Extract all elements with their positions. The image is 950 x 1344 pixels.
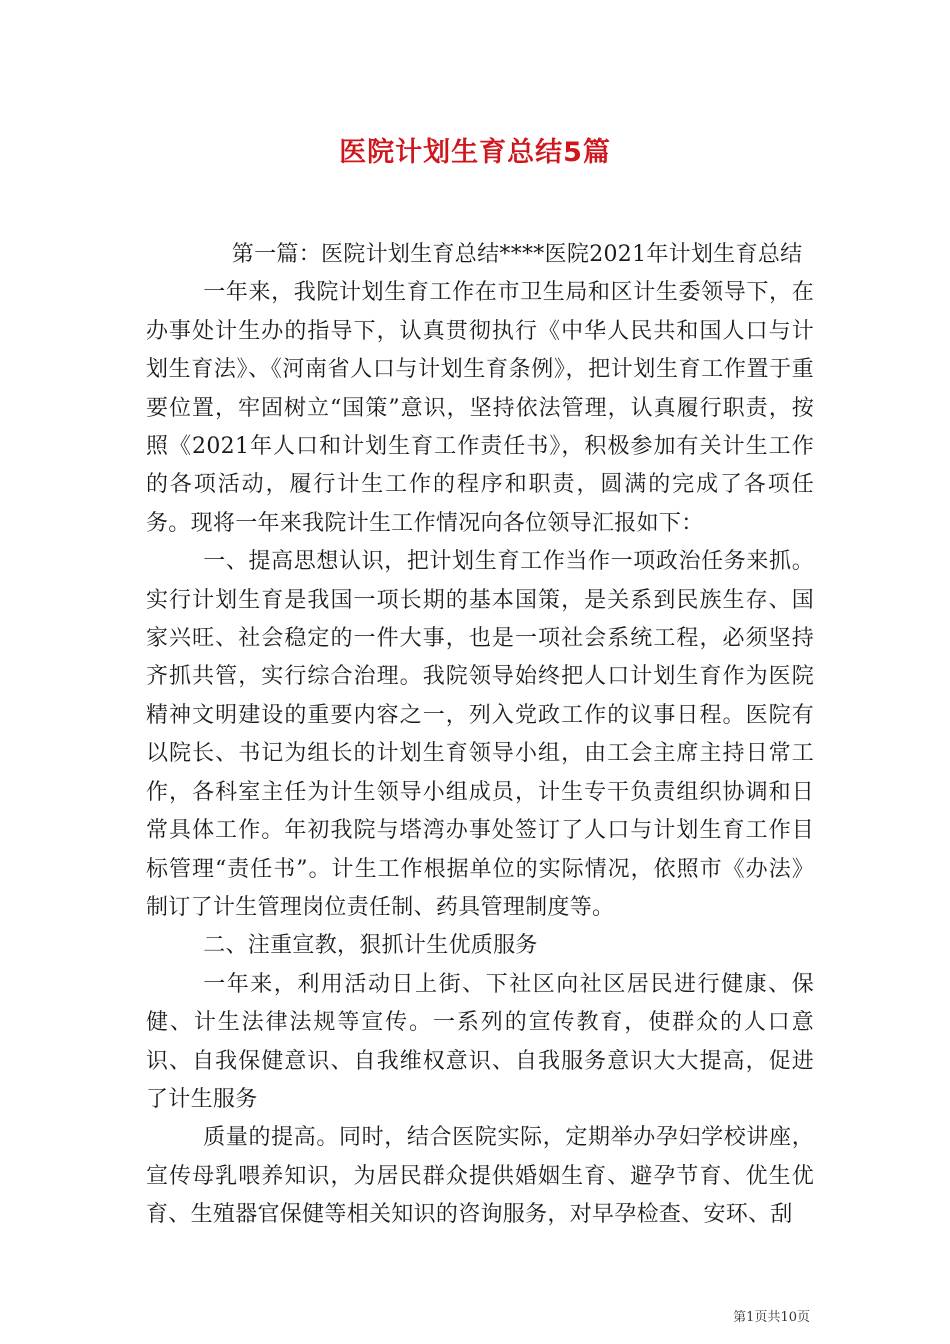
paragraph: 质量的提高。同时，结合医院实际，定期举办孕妇学校讲座，宣传母乳喂养知识，为居民群众提供婚姻生育、避孕节育、优生优育、生殖器官保健等相关知识的咨询服务，对早孕检查、安环、刮 (146, 1125, 814, 1228)
section-heading: 二、注重宣教，狠抓计生优质服务 (203, 933, 538, 959)
document-title: 医院计划生育总结5篇 (339, 137, 611, 168)
paragraph: 一、提高思想认识，把计划生育工作当作一项政治任务来抓。实行计划生育是我国一项长期的基本国策，是关系到民族生存、国家兴旺、社会稳定的一件大事，也是一项社会系统工程，必须坚持齐抓共管，实行综合治理。我院领导始终把人口计划生育作为医院精神文明建设的重要内容之一，列入党政工作的议事日程。医院有以院长、书记为组长的计划生育领导小组，由工会主席主持日常工作，各科室主任为计生领导小组成员，计生专干负责组织协调和日常具体工作。年初我院与塔湾办事处签订了人口与计划生育工作目标管理“责任书”。计生工作根据单位的实际情况，依照市《办法》制订了计生管理岗位责任制、药具管理制度等。 (146, 549, 814, 920)
page-footer: 第1页共10页 (733, 1310, 810, 1325)
paragraph-heading: 第一篇：医院计划生育总结****医院2021年计划生育总结 (231, 242, 803, 267)
paragraph: 一年来，我院计划生育工作在市卫生局和区计生委领导下，在办事处计生办的指导下，认真贯彻执行《中华人民共和国人口与计划生育法》、《河南省人口与计划生育条例》，把计划生育工作置于重要位置，牢固树立“国策”意识，坚持依法管理，认真履行职责，按照《2021年人口和计划生育工作责任书》，积极参加有关计生工作的各项活动，履行计生工作的程序和职责，圆满的完成了各项任务。现将一年来我院计生工作情况向各位领导汇报如下： (146, 280, 814, 536)
paragraph: 一年来，利用活动日上街、下社区向社区居民进行健康、保健、计生法律法规等宣传。一系列的宣传教育，使群众的人口意识、自我保健意识、自我维权意识、自我服务意识大大提高，促进了计生服务 (146, 971, 814, 1112)
document-body (146, 236, 814, 1235)
